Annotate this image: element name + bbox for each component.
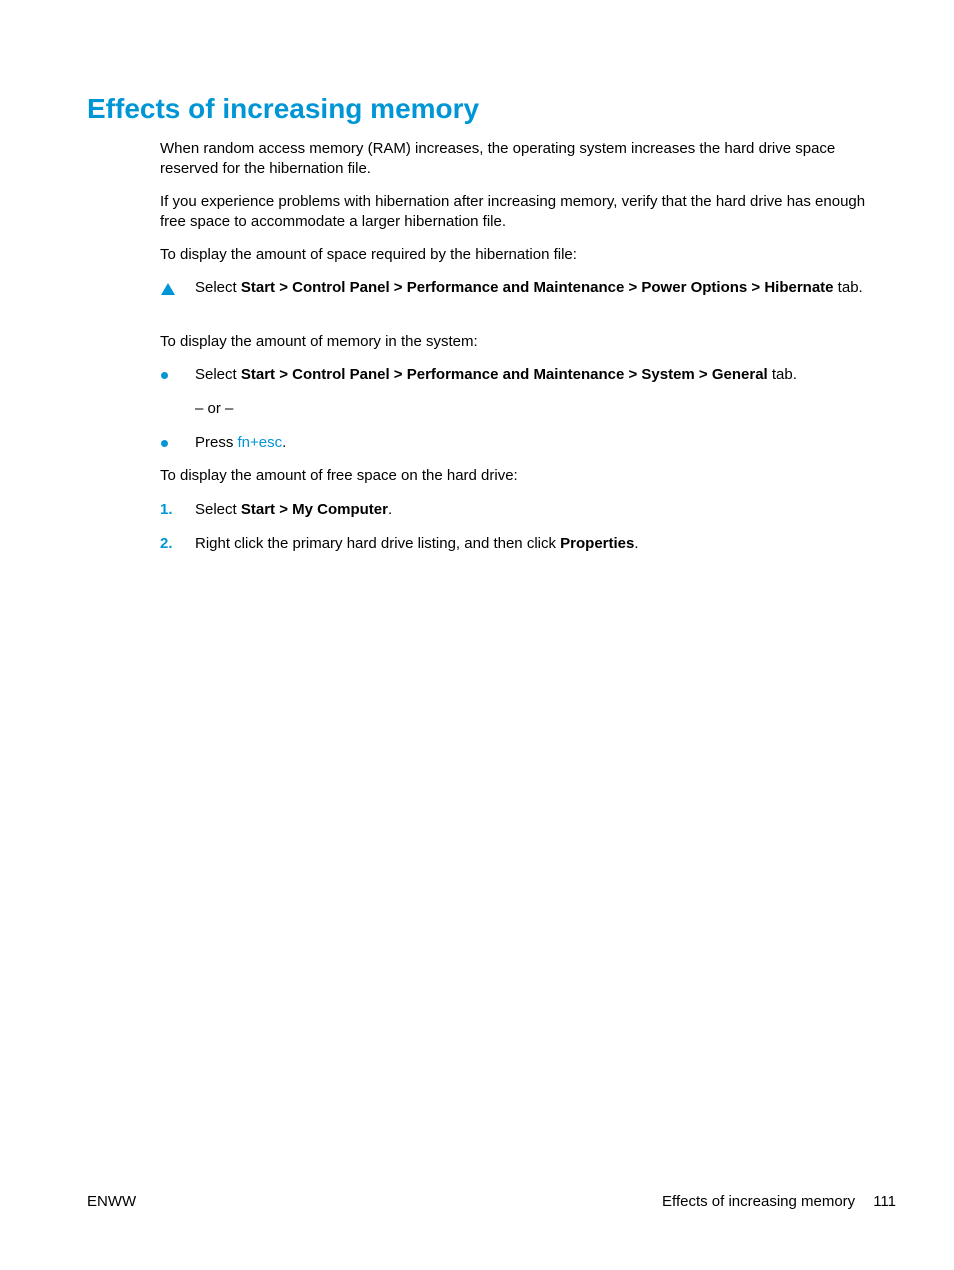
- bullet-text: [195, 365, 870, 385]
- page-number: 111: [873, 1193, 896, 1210]
- hibernation-problem-paragraph: If you experience problems with hibernation after increasing memory, verify that the hard drive has enough free space to accommodate a larger hibernation file.: [160, 193, 866, 230]
- footer-enww: ENWW: [87, 1193, 137, 1210]
- step-number: 1.: [160, 501, 173, 518]
- page-title: Effects of increasing memory: [87, 93, 480, 124]
- caution-triangle-icon: [161, 283, 175, 295]
- intro-paragraph: When random access memory (RAM) increases, the operating system increases the hard drive space reserved for the hibernation file.: [160, 140, 836, 177]
- step-text: [195, 500, 870, 520]
- bullet1-path: Start > Control Panel > Performance and Maintenance > System > General: [240, 366, 768, 383]
- memory-intro: To display the amount of memory in the system:: [160, 333, 478, 350]
- bullet2-pre: Press: [195, 434, 238, 451]
- caution-text-pre: Select: [195, 279, 241, 296]
- bullet-dot-icon: [161, 440, 168, 447]
- caution-text: [195, 278, 870, 298]
- footer-right: [662, 1192, 896, 1212]
- fn-esc-link[interactable]: fn+esc: [237, 434, 283, 451]
- caution-item: [160, 278, 870, 298]
- or-separator: – or –: [195, 400, 234, 417]
- bullet1-pre: Select: [195, 366, 241, 383]
- step1-path: Start > My Computer: [240, 501, 388, 518]
- step-item-1: [160, 500, 870, 520]
- bullet1-post: tab.: [767, 366, 797, 383]
- bullet-item-system: [160, 365, 870, 385]
- step-item-2: [160, 534, 870, 554]
- step2-pre: Right click the primary hard drive listing, and then click: [195, 535, 561, 552]
- caution-text-post: tab.: [833, 279, 863, 296]
- step-text: [195, 534, 870, 554]
- step2-properties: Properties: [560, 535, 635, 552]
- bullet-dot-icon: [161, 372, 168, 379]
- bullet-text: [195, 433, 870, 453]
- bullet-item-hotkey: [160, 433, 870, 453]
- step2-post: .: [634, 535, 639, 552]
- caution-path: Start > Control Panel > Performance and Maintenance > Power Options > Hibernate: [240, 279, 834, 296]
- bullet2-post: .: [282, 434, 287, 451]
- hibernation-space-intro: To display the amount of space required by the hibernation file:: [160, 246, 577, 263]
- step-number: 2.: [160, 535, 173, 552]
- footer-section-title: Effects of increasing memory: [662, 1193, 856, 1210]
- free-space-intro: To display the amount of free space on the hard drive:: [160, 467, 518, 484]
- step1-pre: Select: [195, 501, 241, 518]
- step1-post: .: [387, 501, 393, 518]
